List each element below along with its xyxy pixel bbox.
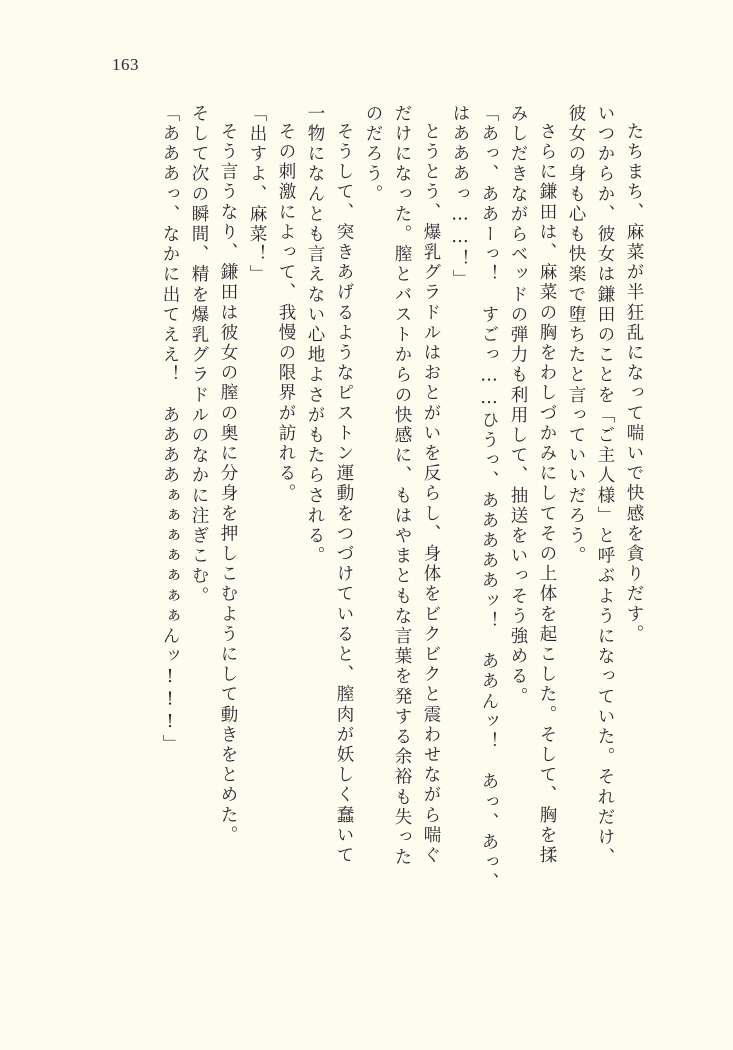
text-line: 彼女の身も心も快楽で堕ちたと言っていいだろう。 — [566, 104, 586, 567]
text-line: 「あっ、ああーっ！ すごっ……ひうっ、あああああッ！ ああんッ！ あっ、あっ、 — [479, 104, 499, 893]
text-line: だけになった。膣とバストからの快感に、もはやまともな言葉を発する余裕も失った — [392, 104, 412, 868]
text-line: とうとう、爆乳グラドルはおとがいを反らし、身体をビクビクと震わせながら喘ぐ — [421, 122, 441, 866]
vertical-text-body — [72, 104, 642, 914]
text-line: たちまち、麻菜が半狂乱になって喘いで快感を貪りだす。 — [624, 122, 644, 645]
text-line: 「出すよ、麻菜！」 — [247, 104, 267, 285]
text-line: のだろう。 — [363, 104, 383, 205]
text-line: そして次の瞬間、精を爆乳グラドルのなかに注ぎこむ。 — [189, 104, 209, 607]
text-line: その刺激によって、我慢の限界が訪れる。 — [276, 122, 296, 504]
text-line: いつからか、彼女は鎌田のことを「ご主人様」と呼ぶようになっていた。それだけ、 — [595, 104, 615, 868]
text-line: はあああっ……！」 — [450, 104, 470, 290]
text-line: そうして、突きあげるようなピストン運動をつづけていると、膣肉が妖しく蠢いて — [334, 122, 354, 866]
text-line: さらに鎌田は、麻菜の胸をわしづかみにしてその上体を起こした。そして、胸を揉 — [537, 122, 557, 866]
text-line: みしだきながらベッドの弾力も利用して、抽送をいっそう強める。 — [508, 104, 528, 707]
text-line: 一物になんとも言えない心地よさがもたらされる。 — [305, 104, 325, 567]
text-line: 「あああっ、なかに出てええ！ ああああぁぁぁぁぁぁぁんッ!!!」 — [160, 104, 180, 755]
page-number: 163 — [112, 55, 139, 74]
text-line: そう言うなり、鎌田は彼女の膣の奥に分身を押しこむようにして動きをとめた。 — [218, 122, 238, 846]
